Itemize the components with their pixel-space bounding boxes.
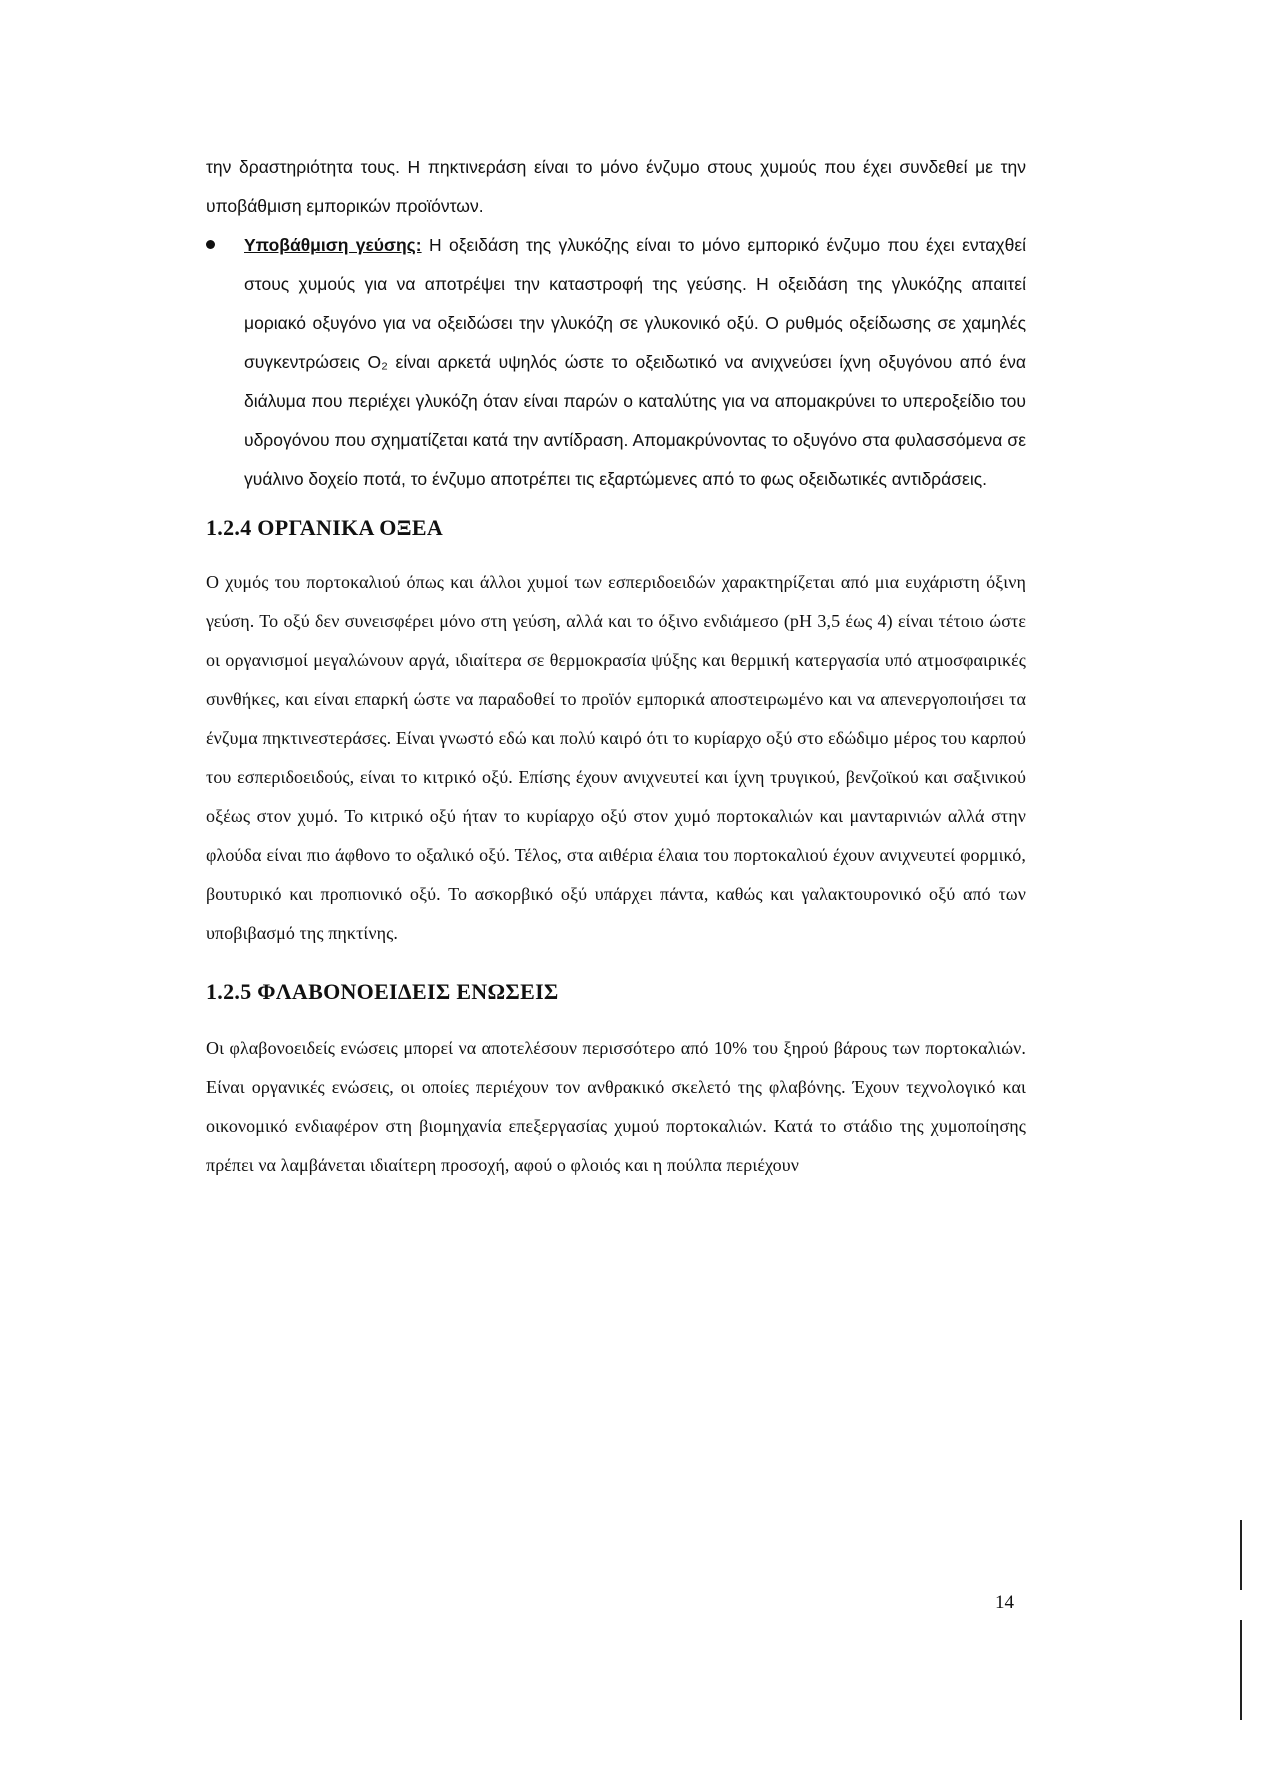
bullet-item-flavor-degradation	[206, 226, 1026, 499]
bullet-label: Υποβάθμιση γεύσης:	[244, 235, 422, 255]
section-heading-flavonoids: 1.2.5 ΦΛΑΒΟΝΟΕΙΔΕΙΣ ΕΝΩΣΕΙΣ	[206, 979, 559, 1004]
organic-acids-paragraph: Ο χυμός του πορτοκαλιού όπως και άλλοι χυμοί των εσπεριδοειδών χαρακτηρίζεται από μια ευχάριστη όξινη γεύση. Το οξύ δεν συνεισφέρει μόνο στη γεύση, αλλά και το όξινο ενδιάμεσο (pH 3,5 έως 4) είναι τέτοιο ώστε οι οργανισμοί μεγαλώνουν αργά, ιδιαίτερα σε θερμοκρασία ψύξης και θερμική κατεργασία υπό ατμοσφαιρικές συνθήκες, και είναι επαρκή ώστε να παραδοθεί το προϊόν εμπορικά αποστειρωμένο και να απενεργοποιήσει τα ένζυμα πηκτινεστεράσες. Είναι γνωστό εδώ και πολύ καιρό ότι το κυρίαρχο οξύ στο εδώδιμο μέρος του καρπού του εσπεριδοειδούς, είναι το κιτρικό οξύ. Επίσης έχουν ανιχνευτεί και ίχνη τρυγικού, βενζοϊκού και σαξινικού οξέως στον χυμό. Το κιτρικό οξύ ήταν το κυρίαρχο οξύ στον χυμό πορτοκαλιών και μανταρινιών αλλά στην φλούδα είναι πιο άφθονο το οξαλικό οξύ. Τέλος, στα αιθέρια έλαια του πορτοκαλιού έχουν ανιχνευτεί φορμικό, βουτυρικό και προπιονικό οξύ. Το ασκορβικό οξύ υπάρχει πάντα, καθώς και γαλακτουρονικό οξύ από των υποβιβασμό της πηκτίνης.	[206, 572, 1026, 943]
page-number: 14	[995, 1592, 1014, 1613]
page-content	[206, 148, 1026, 1185]
bullet-text: Η οξειδάση της γλυκόζης είναι το μόνο εμπορικό ένζυμο που έχει ενταχθεί στους χυμούς για να αποτρέψει την καταστροφή της γεύσης. Η οξειδάση της γλυκόζης απαιτεί μοριακό οξυγόνο για να οξειδώσει την γλυκόζη σε γλυκονικό οξύ. Ο ρυθμός οξείδωσης σε χαμηλές συγκεντρώσεις O₂ είναι αρκετά υψηλός ώστε το οξειδωτικό να ανιχνεύσει ίχνη οξυγόνου από ένα διάλυμα που περιέχει γλυκόζη όταν είναι παρών ο καταλύτης για να απομακρύνει το υπεροξείδιο του υδρογόνου που σχηματίζεται κατά την αντίδραση. Απομακρύνοντας το οξυγόνο στα φυλασσόμενα σε γυάλινο δοχείο ποτά, το ένζυμο αποτρέπει τις εξαρτώμενες από το φως οξειδωτικές αντιδράσεις.	[244, 235, 1027, 489]
continued-paragraph: την δραστηριότητα τους. Η πηκτινεράση είναι το μόνο ένζυμο στους χυμούς που έχει συνδεθεί με την υποβάθμιση εμπορικών προϊόντων.	[206, 157, 1026, 216]
bullet-icon	[206, 240, 215, 249]
flavonoids-paragraph: Οι φλαβονοειδείς ενώσεις μπορεί να αποτελέσουν περισσότερο από 10% του ξηρού βάρους των πορτοκαλιών. Είναι οργανικές ενώσεις, οι οποίες περιέχουν τον ανθρακικό σκελετό της φλαβόνης. Έχουν τεχνολογικό και οικονομικό ενδιαφέρον στη βιομηχανία επεξεργασίας χυμού πορτοκαλιών. Κατά το στάδιο της χυμοποίησης πρέπει να λαμβάνεται ιδιαίτερη προσοχή, αφού ο φλοιός και η πούλπα περιέχουν	[206, 1038, 1026, 1175]
margin-scan-line	[1240, 1620, 1242, 1720]
margin-scan-line	[1240, 1520, 1242, 1590]
bullet-paragraph	[244, 226, 1026, 499]
section-heading-organic-acids: 1.2.4 ΟΡΓΑΝΙΚΑ ΟΞΕΑ	[206, 515, 444, 540]
